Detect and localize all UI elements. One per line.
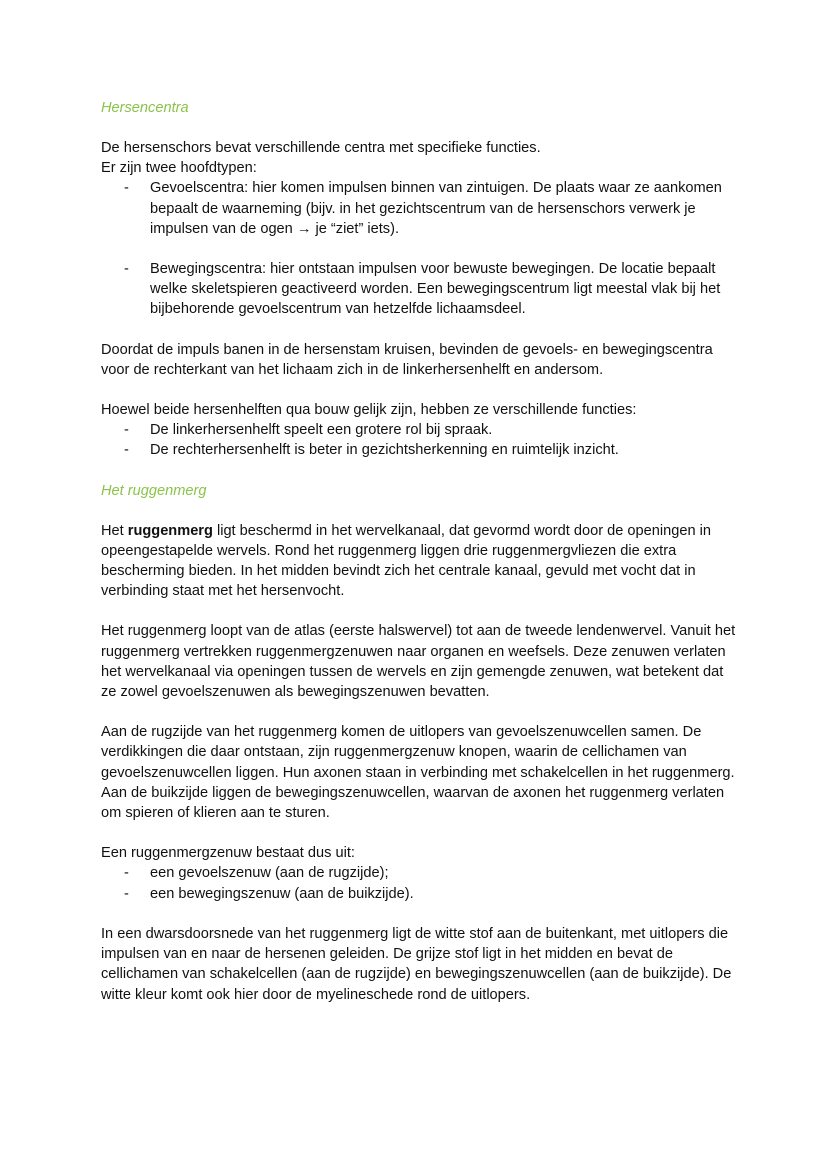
list-item-bewegingszenuw: - een bewegingszenuw (aan de buikzijde). [150,884,741,904]
paragraph-dwarsdoorsnede: In een dwarsdoorsnede van het ruggenmerg ligt de witte stof aan de buitenkant, met uitlopers die impulsen van en naar de hersenen geleiden. De grijze stof ligt in het midden en bevat de cellichamen van schakelcellen (aan de rugzijde) en bewegingszenuwcellen (aan de buikzijde). De witte kleur komt ook hier door de myelineschede rond de uitlopers. [101,925,732,1003]
paragraph-ruggenmerg-1 [101,521,741,602]
paragraph-hersenhelften: Hoewel beide hersenhelften qua bouw gelijk zijn, hebben ze verschillende functies: [101,402,637,419]
paragraph-ruggenmerg-3: Aan de rugzijde van het ruggenmerg komen de uitlopers van gevoelszenuwcellen samen. De verdikkingen die daar ontstaan, zijn ruggenmergzenuw knopen, waarin de cellichamen van gevoelszenuwcellen liggen. Hun axonen staan in verbinding met schakelcellen in het ruggenmerg. Aan de buikzijde liggen de bewegingszenuwcellen, waarvan de axonen het ruggenmerg verlaten om spieren of klieren aan te sturen. [101,724,735,822]
term-ruggenmerg: ruggenmerg [127,522,213,539]
p1-prefix: Het [101,522,128,539]
intro-line-2: Er zijn twee hoofdtypen: [101,160,257,177]
list-item-rechterhersenhelft: - De rechterhersenhelft is beter in gezichtsherkenning en ruimtelijk inzicht. [150,440,741,460]
list-item-bewegingscentra: - Bewegingscentra: hier ontstaan impulsen voor bewuste bewegingen. De locatie bepaalt welke skeletspieren geactiveerd worden. Een bewegingscentrum ligt meestal vlak bij het bijbehorende gevoelscentrum van hetzelfde lichaamsdeel. [150,259,741,320]
list-item-gevoelszenuw: - een gevoelszenuw (aan de rugzijde); [150,863,741,883]
paragraph-kruisen: Doordat de impuls banen in de hersenstam kruisen, bevinden de gevoels- en bewegingscentra voor de rechterkant van het lichaam zich in de linkerhersenhelft en andersom. [101,341,713,378]
section-heading-hersencentra: Hersencentra [101,100,189,116]
zenuw-list [101,863,741,903]
list-item-linkerhersenhelft: - De linkerhersenhelft speelt een grotere rol bij spraak. [150,420,741,440]
document-body [101,98,741,1005]
intro-line-1: De hersenschors bevat verschillende centra met specifieke functies. [101,140,541,156]
list-item-gevoelscentra: - Gevoelscentra: hier komen impulsen binnen van zintuigen. De plaats waar ze aankomen bepaalt de waarneming (bijv. in het gezichtscentrum van de hersenschors verwerk je impulsen van de ogen → je “ziet” iets). [150,178,741,239]
paragraph-ruggenmerg-2: Het ruggenmerg loopt van de atlas (eerste halswervel) tot aan de tweede lendenwervel. Vanuit het ruggenmerg vertrekken ruggenmergzenuwen naar organen en weefsels. Deze zenuwen verlaten het wervelkanaal via openingen tussen de wervels en zijn gemengde zenuwen, wat betekent dat ze zowel gevoelszenuwen als bewegingszenuwen bevatten. [101,623,736,701]
paragraph-ruggenmergzenuw: Een ruggenmergzenuw bestaat dus uit: [101,845,355,862]
section-heading-ruggenmerg: Het ruggenmerg [101,482,207,499]
centra-list-2 [101,259,741,320]
hersenhelften-list [101,420,741,460]
p1-rest: ligt beschermd in het wervelkanaal, dat gevormd wordt door de openingen in opeengestapelde wervels. Rond het ruggenmerg liggen drie ruggenmergvliezen die extra bescherming bieden. In het midden bevindt zich het centrale kanaal, gevuld met vocht dat in verbinding staat met het hersenvocht. [101,522,712,600]
centra-list [101,178,741,239]
